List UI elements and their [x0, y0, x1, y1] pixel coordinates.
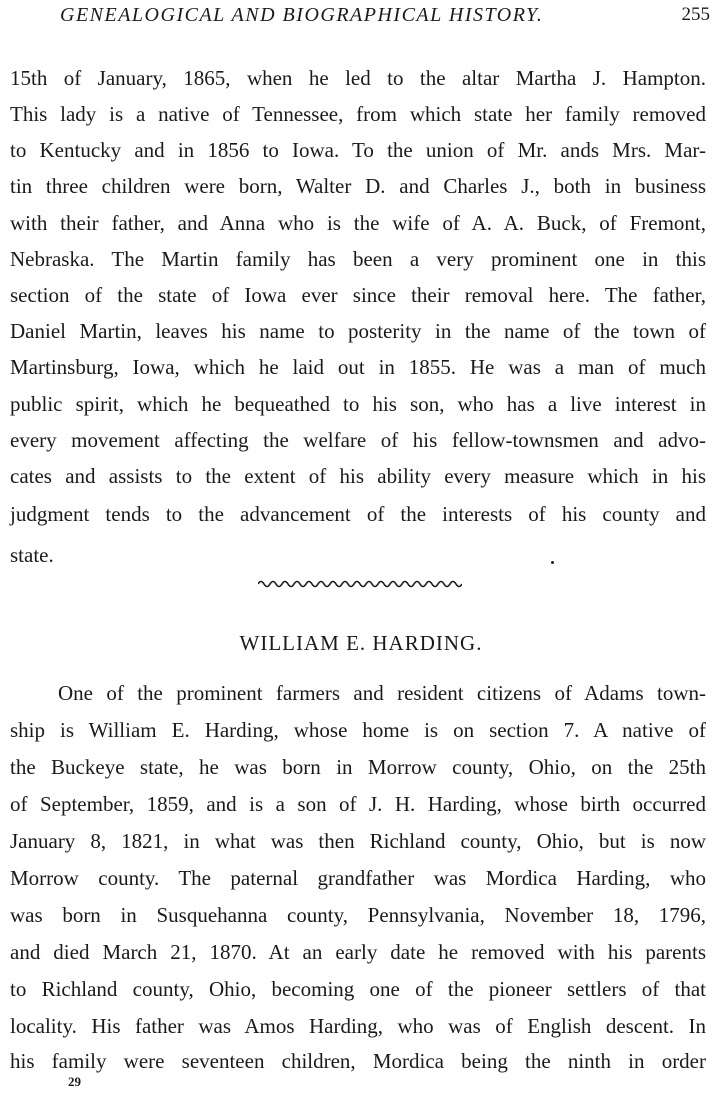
text-line: was born in Susquehanna county, Pennsylvania, November 18, 1796,: [10, 903, 706, 927]
text-line: section of the state of Iowa ever since their removal here. The father,: [10, 283, 706, 307]
text-line: and died March 21, 1870. At an early date he removed with his parents: [10, 940, 706, 964]
text-line: 15th of January, 1865, when he led to the altar Martha J. Hampton.: [10, 66, 706, 90]
running-title: GENEALOGICAL AND BIOGRAPHICAL HISTORY.: [60, 4, 544, 26]
text-line: judgment tends to the advancement of the interests of his county and: [10, 502, 706, 526]
text-line: the Buckeye state, he was born in Morrow county, Ohio, on the 25th: [10, 755, 706, 779]
text-line: Nebraska. The Martin family has been a very prominent one in this: [10, 247, 706, 271]
text-line: public spirit, which he bequeathed to his son, who has a live interest in: [10, 392, 706, 416]
section-title: WILLIAM E. HARDING.: [239, 631, 483, 655]
print-speck: [551, 561, 554, 564]
text-line: Martinsburg, Iowa, which he laid out in 1855. He was a man of much: [10, 355, 706, 379]
text-line: Morrow county. The paternal grandfather was Mordica Harding, who: [10, 866, 706, 890]
text-line: cates and assists to the extent of his ability every measure which in his: [10, 464, 706, 488]
text-line: locality. His father was Amos Harding, who was of English descent. In: [10, 1014, 706, 1038]
text-line: to Richland county, Ohio, becoming one of the pioneer settlers of that: [10, 977, 706, 1001]
text-line: tin three children were born, Walter D. and Charles J., both in business: [10, 174, 706, 198]
text-line: to Kentucky and in 1856 to Iowa. To the union of Mr. ands Mrs. Mar-: [10, 138, 706, 162]
text-line: This lady is a native of Tennessee, from which state her family removed: [10, 102, 706, 126]
text-line: One of the prominent farmers and resident citizens of Adams town-: [58, 681, 706, 705]
text-line: his family were seventeen children, Mordica being the ninth in order: [10, 1049, 706, 1073]
text-line: Daniel Martin, leaves his name to posterity in the name of the town of: [10, 319, 706, 343]
page-number: 255: [681, 4, 710, 25]
text-line: state.: [10, 543, 54, 567]
wavy-divider-ornament: [258, 578, 462, 590]
page-header: [60, 4, 710, 30]
text-line: of September, 1859, and is a son of J. H. Harding, whose birth occurred: [10, 792, 706, 816]
text-line: ship is William E. Harding, whose home is on section 7. A native of: [10, 718, 706, 742]
text-line: every movement affecting the welfare of his fellow-townsmen and advo-: [10, 428, 706, 452]
text-line: with their father, and Anna who is the wife of A. A. Buck, of Fremont,: [10, 211, 706, 235]
text-line: January 8, 1821, in what was then Richland county, Ohio, but is now: [10, 829, 706, 853]
signature-mark: 29: [68, 1074, 81, 1089]
